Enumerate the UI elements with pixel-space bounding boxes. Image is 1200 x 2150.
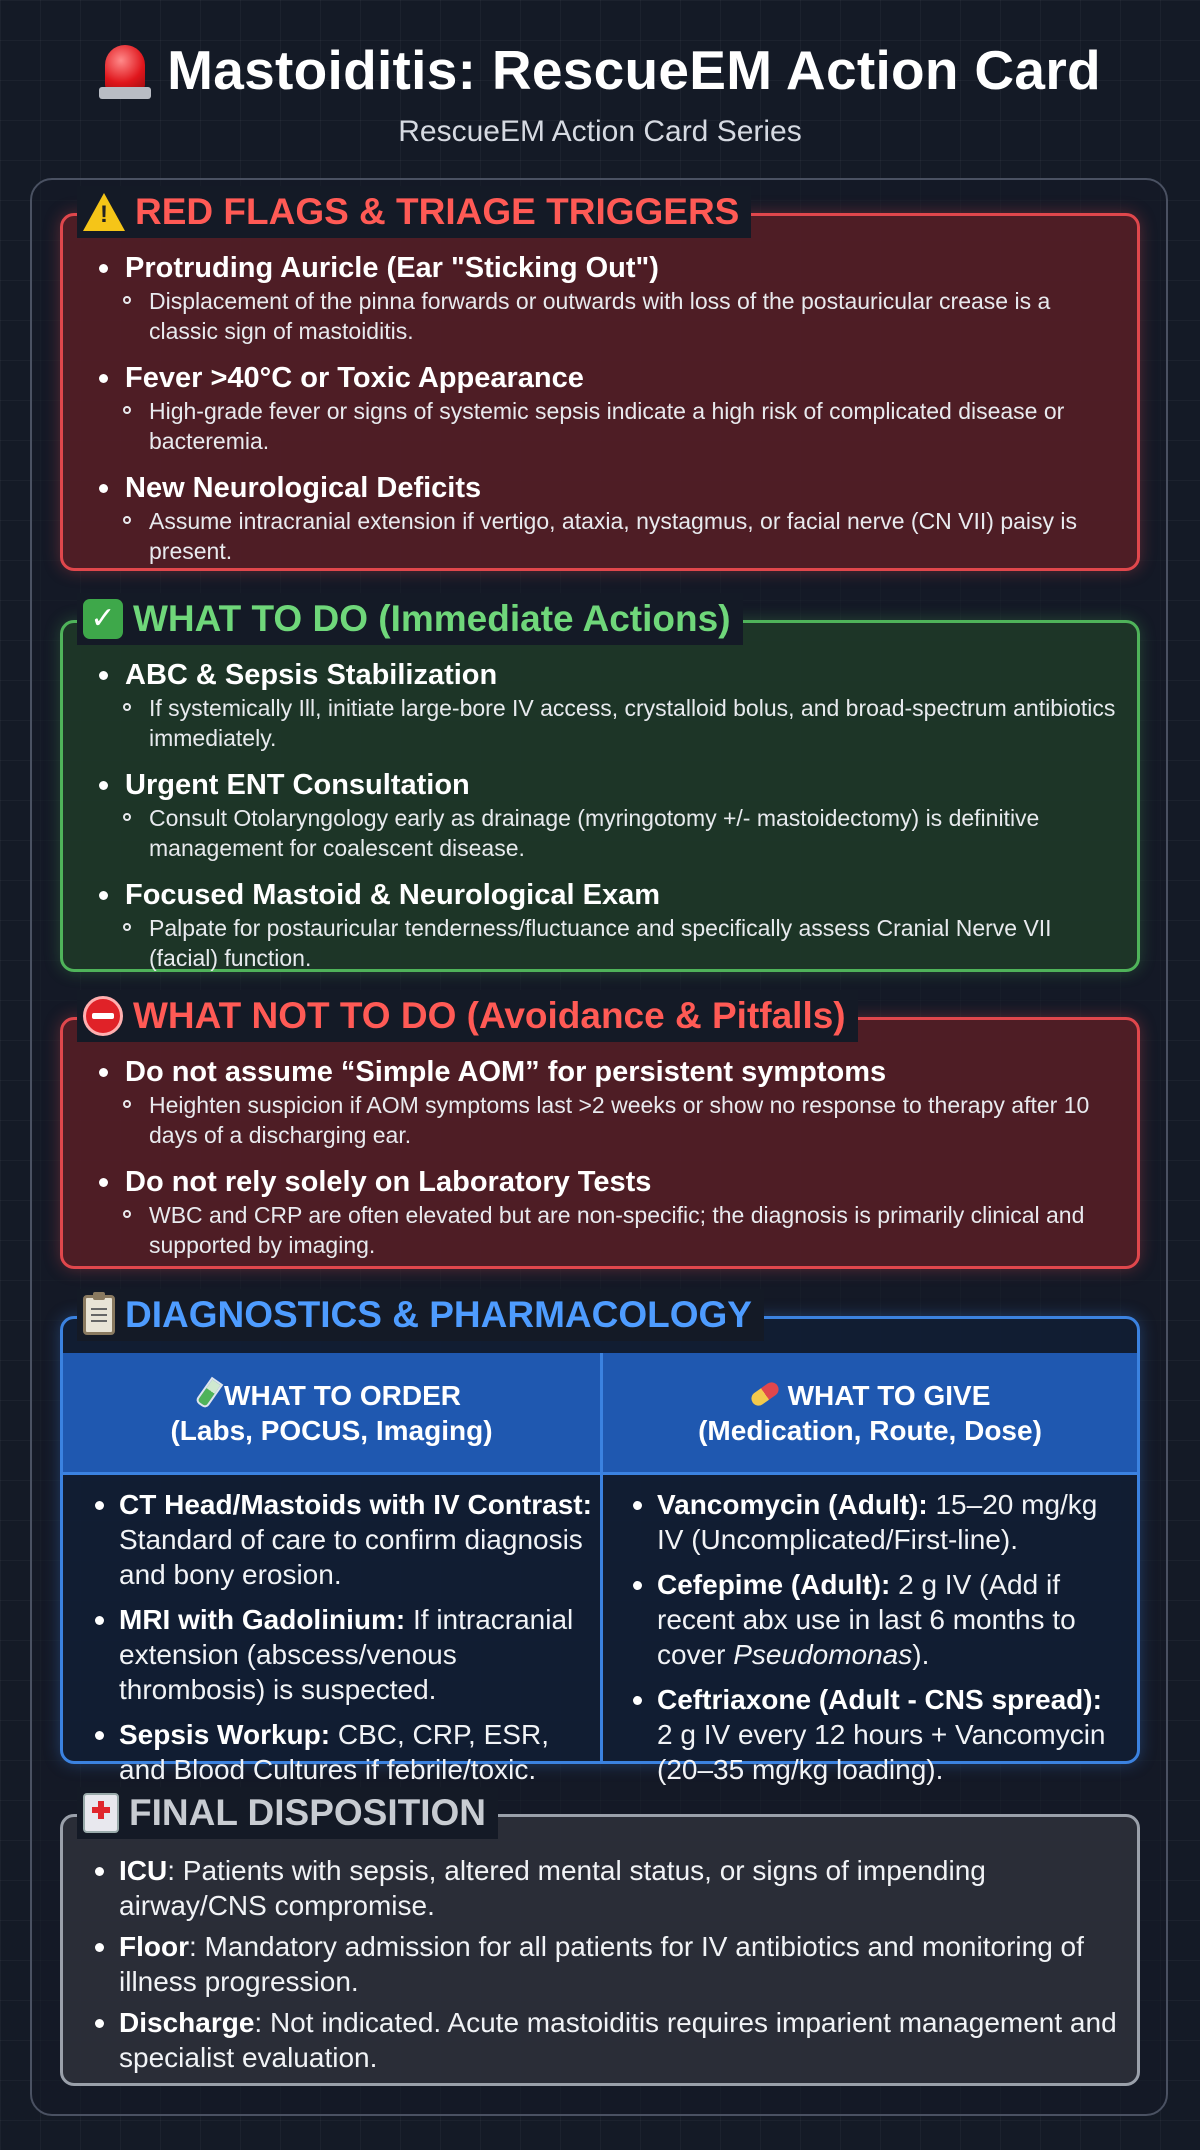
item-text: : Not indicated. Acute mastoiditis requires imparient management and specialist evaluation. [119, 2007, 1117, 2073]
list-item [95, 470, 1117, 566]
list-item [95, 360, 1117, 456]
list-item-heading: Do not rely solely on Laboratory Tests [95, 1164, 1117, 1200]
item-text: 15–20 mg/kg IV (Uncomplicated/First-line). [657, 1489, 1098, 1555]
list-item [631, 1682, 1121, 1787]
test-tube-icon [195, 1376, 224, 1409]
item-emphasis: Pseudomonas [733, 1639, 913, 1670]
what-to-do-list [95, 657, 1117, 987]
what-to-order-title: WHAT TO ORDER [224, 1379, 461, 1411]
item-label: Vancomycin (Adult): [657, 1489, 928, 1520]
what-to-give-subtitle: (Medication, Route, Dose) [698, 1414, 1042, 1446]
item-label: Discharge [119, 2007, 255, 2038]
red-flags-panel [60, 191, 1140, 571]
disposition-panel [60, 1792, 1140, 2086]
column-divider [600, 1353, 603, 1761]
item-text: 2 g IV (Add if recent abx use in last 6 months to cover [657, 1569, 1076, 1670]
item-text-tail: ). [912, 1639, 930, 1670]
list-item [95, 767, 1117, 863]
list-item-detail: Palpate for postauricular tenderness/fluctuance and specifically assess Cranial Nerve VII (facial) function. [95, 913, 1117, 973]
clipboard-icon [83, 1295, 115, 1335]
diagnostics-title [77, 1289, 764, 1341]
list-item [93, 2005, 1117, 2075]
list-item-heading: Do not assume “Simple AOM” for persistent symptoms [95, 1054, 1117, 1090]
what-to-order-list [93, 1487, 593, 1797]
item-text: Standard of care to confirm diagnosis and bony erosion. [119, 1524, 583, 1590]
item-label: MRI with Gadolinium: [119, 1604, 406, 1635]
list-item [95, 877, 1117, 973]
what-to-order-subtitle: (Labs, POCUS, Imaging) [170, 1414, 493, 1446]
list-item-heading: Focused Mastoid & Neurological Exam [95, 877, 1117, 913]
what-not-to-do-title-text: WHAT NOT TO DO (Avoidance & Pitfalls) [133, 995, 846, 1036]
list-item [95, 1164, 1117, 1260]
list-item [93, 1487, 593, 1592]
list-item-detail: Consult Otolaryngology early as drainage (myringotomy +/- mastoidectomy) is definitive management for coalescent disease. [95, 803, 1117, 863]
list-item [95, 657, 1117, 753]
page-title-text: Mastoiditis: RescueEM Action Card [167, 39, 1101, 101]
page-subtitle: RescueEM Action Card Series [398, 115, 802, 148]
disposition-list [93, 1853, 1117, 2081]
check-icon: ✓ [83, 599, 123, 639]
warning-icon: ! [83, 193, 125, 231]
item-label: ICU [119, 1855, 168, 1886]
list-item [93, 1853, 1117, 1923]
what-to-order-header [63, 1353, 600, 1475]
what-not-to-do-title [77, 990, 858, 1042]
list-item [93, 1602, 593, 1707]
what-to-give-title: WHAT TO GIVE [787, 1379, 991, 1411]
item-label: Sepsis Workup: [119, 1719, 331, 1750]
list-item [95, 1054, 1117, 1150]
what-to-do-panel [60, 598, 1140, 972]
list-item-heading: Fever >40°C or Toxic Appearance [95, 360, 1117, 396]
list-item-detail: Heighten suspicion if AOM symptoms last >2 weeks or show no response to therapy after 10 days of a discharging ear. [95, 1090, 1117, 1150]
what-not-to-do-list [95, 1054, 1117, 1274]
diagnostics-panel [60, 1294, 1140, 1785]
what-to-give-header-line1 [750, 1378, 991, 1413]
list-item-detail: WBC and CRP are often elevated but are non-specific; the diagnosis is primarily clinical and supported by imaging. [95, 1200, 1117, 1260]
list-item [95, 250, 1117, 346]
hospital-icon [83, 1793, 119, 1833]
list-item [631, 1567, 1121, 1672]
item-text: 2 g IV every 12 hours + Vancomycin (20–35 mg/kg loading). [657, 1719, 1106, 1785]
list-item-detail: High-grade fever or signs of systemic sepsis indicate a high risk of complicated disease or bacteremia. [95, 396, 1117, 456]
list-item [93, 1929, 1117, 1999]
diagnostics-title-text: DIAGNOSTICS & PHARMACOLOGY [125, 1294, 752, 1335]
what-to-order-header-line1 [202, 1378, 461, 1413]
red-flags-title [77, 186, 751, 238]
item-text: If intracranial extension (abscess/venous thrombosis) is suspected. [119, 1604, 574, 1705]
what-to-do-title [77, 593, 743, 645]
item-label: Floor [119, 1931, 189, 1962]
disposition-title-text: FINAL DISPOSITION [129, 1792, 487, 1833]
siren-icon [99, 41, 151, 99]
diagnostics-table [63, 1353, 1137, 1785]
what-to-give-list [631, 1487, 1121, 1797]
list-item-heading: Urgent ENT Consultation [95, 767, 1117, 803]
pill-icon [748, 1379, 781, 1408]
list-item [93, 1717, 593, 1787]
what-to-give-header [603, 1353, 1137, 1475]
item-label: CT Head/Mastoids with IV Contrast: [119, 1489, 592, 1520]
list-item-heading: New Neurological Deficits [95, 470, 1117, 506]
what-to-do-title-text: WHAT TO DO (Immediate Actions) [133, 598, 731, 639]
item-text: : Mandatory admission for all patients for IV antibiotics and monitoring of illness progression. [119, 1931, 1084, 1997]
item-label: Cefepime (Adult): [657, 1569, 891, 1600]
item-text: : Patients with sepsis, altered mental status, or signs of impending airway/CNS compromise. [119, 1855, 986, 1921]
list-item-heading: ABC & Sepsis Stabilization [95, 657, 1117, 693]
list-item-heading: Protruding Auricle (Ear "Sticking Out") [95, 250, 1117, 286]
what-not-to-do-panel [60, 995, 1140, 1269]
list-item-detail: Displacement of the pinna forwards or outwards with loss of the postauricular crease is a classic sign of mastoiditis. [95, 286, 1117, 346]
header [0, 30, 1200, 150]
list-item [631, 1487, 1121, 1557]
page-title [0, 30, 1200, 110]
item-label: Ceftriaxone (Adult - CNS spread): [657, 1684, 1102, 1715]
stop-icon [83, 996, 123, 1036]
disposition-title [77, 1787, 498, 1839]
red-flags-title-text: RED FLAGS & TRIAGE TRIGGERS [135, 191, 740, 232]
item-text: CBC, CRP, ESR, and Blood Cultures if febrile/toxic. [119, 1719, 549, 1785]
list-item-detail: Assume intracranial extension if vertigo, ataxia, nystagmus, or facial nerve (CN VII) paisy is present. [95, 506, 1117, 566]
red-flags-list [95, 250, 1117, 580]
list-item-detail: If systemically Ill, initiate large-bore IV access, crystalloid bolus, and broad-spectrum antibiotics immediately. [95, 693, 1117, 753]
